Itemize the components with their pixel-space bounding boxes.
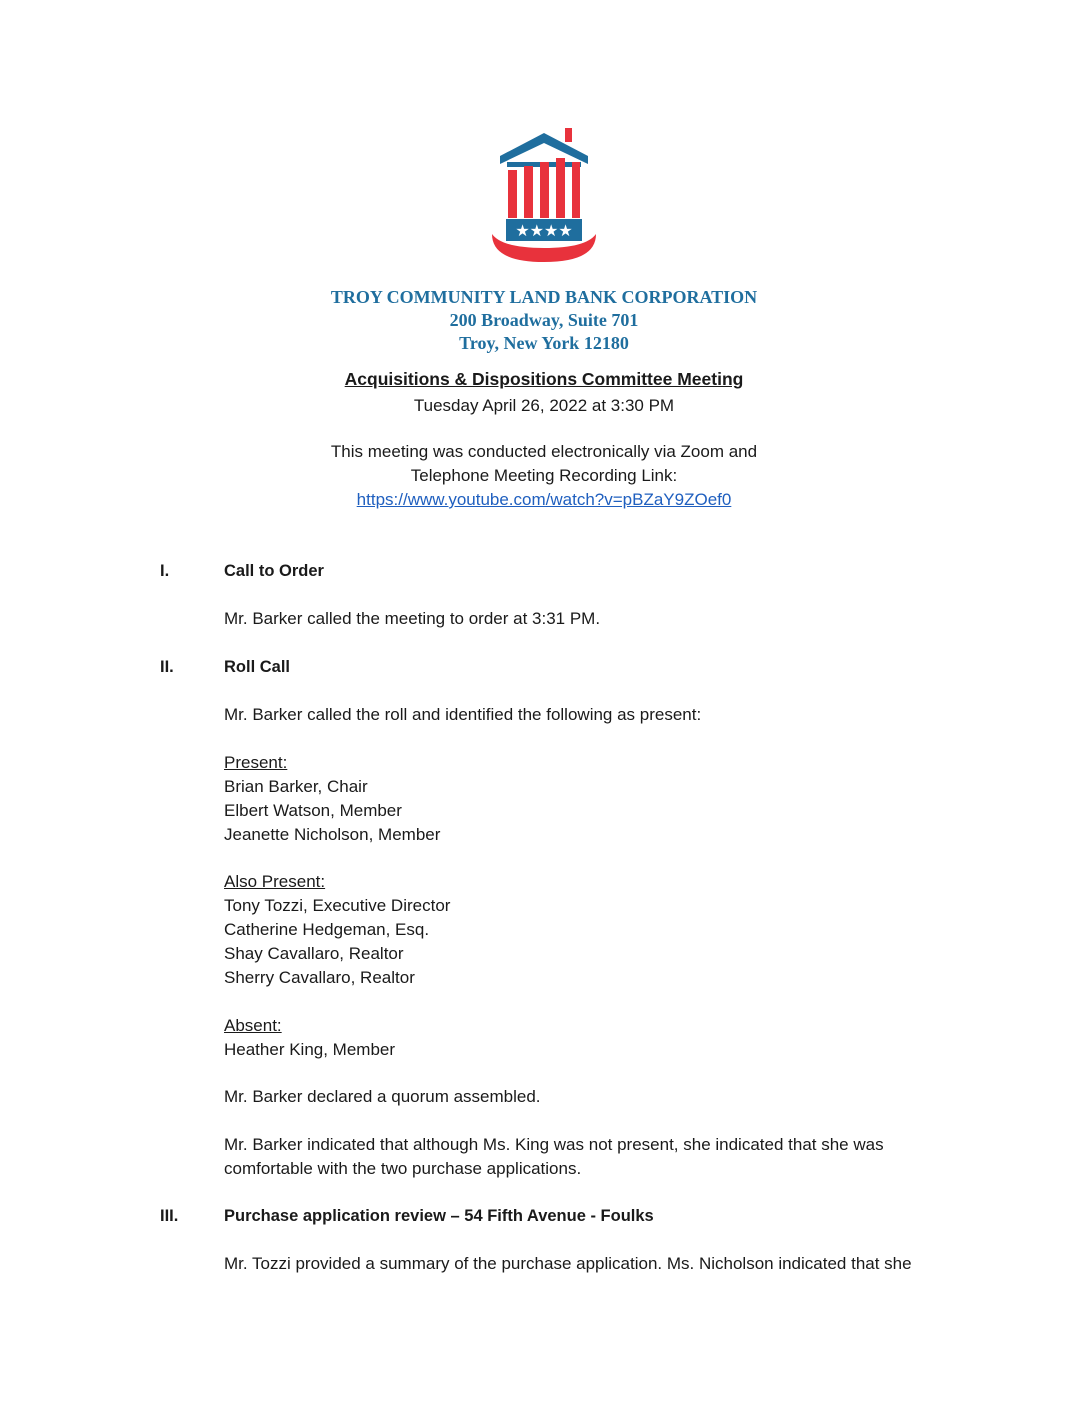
section-number-1: I. — [160, 562, 170, 580]
section-title-purchase-review: Purchase application review – 54 Fifth Avenue - Foulks — [224, 1207, 654, 1225]
present-label: Present: — [224, 753, 288, 772]
also-present-label: Also Present: — [224, 872, 326, 891]
also-present-item: Tony Tozzi, Executive Director — [224, 896, 451, 915]
meeting-title: Acquisitions & Dispositions Committee Meeting — [344, 369, 744, 389]
svg-text:★★★★: ★★★★ — [515, 221, 573, 240]
conducted-line2: Telephone Meeting Recording Link: — [410, 466, 678, 485]
king-note-line1: Mr. Barker indicated that although Ms. King was not present, she indicated that she was — [224, 1135, 884, 1154]
organization-name: TROY COMMUNITY LAND BANK CORPORATION — [330, 287, 758, 307]
also-present-item: Shay Cavallaro, Realtor — [224, 944, 404, 963]
king-note-line2: comfortable with the two purchase applications. — [224, 1159, 582, 1178]
quorum-text: Mr. Barker declared a quorum assembled. — [224, 1087, 541, 1106]
conducted-line1: This meeting was conducted electronically via Zoom and — [330, 442, 758, 461]
land-bank-logo — [486, 126, 602, 264]
present-item: Elbert Watson, Member — [224, 801, 402, 820]
absent-item: Heather King, Member — [224, 1040, 396, 1059]
roll-call-intro: Mr. Barker called the roll and identified the following as present: — [224, 705, 702, 724]
section-title-call-to-order: Call to Order — [224, 562, 324, 580]
organization-address-line2: Troy, New York 12180 — [459, 333, 629, 353]
recording-link-row — [0, 488, 1088, 511]
section-title-roll-call: Roll Call — [224, 658, 291, 676]
also-present-item: Sherry Cavallaro, Realtor — [224, 968, 415, 987]
meeting-datetime: Tuesday April 26, 2022 at 3:30 PM — [413, 396, 675, 415]
section-number-2: II. — [160, 658, 174, 676]
call-to-order-text: Mr. Barker called the meeting to order at 3:31 PM. — [224, 609, 601, 628]
section-number-3: III. — [160, 1207, 179, 1225]
recording-link[interactable]: https://www.youtube.com/watch?v=pBZaY9ZOef0 — [356, 490, 732, 509]
also-present-item: Catherine Hedgeman, Esq. — [224, 920, 430, 939]
purchase-review-text: Mr. Tozzi provided a summary of the purchase application. Ms. Nicholson indicated that she — [224, 1254, 912, 1273]
absent-label: Absent: — [224, 1016, 282, 1035]
present-item: Brian Barker, Chair — [224, 777, 368, 796]
organization-address-line1: 200 Broadway, Suite 701 — [449, 310, 639, 330]
present-item: Jeanette Nicholson, Member — [224, 825, 441, 844]
